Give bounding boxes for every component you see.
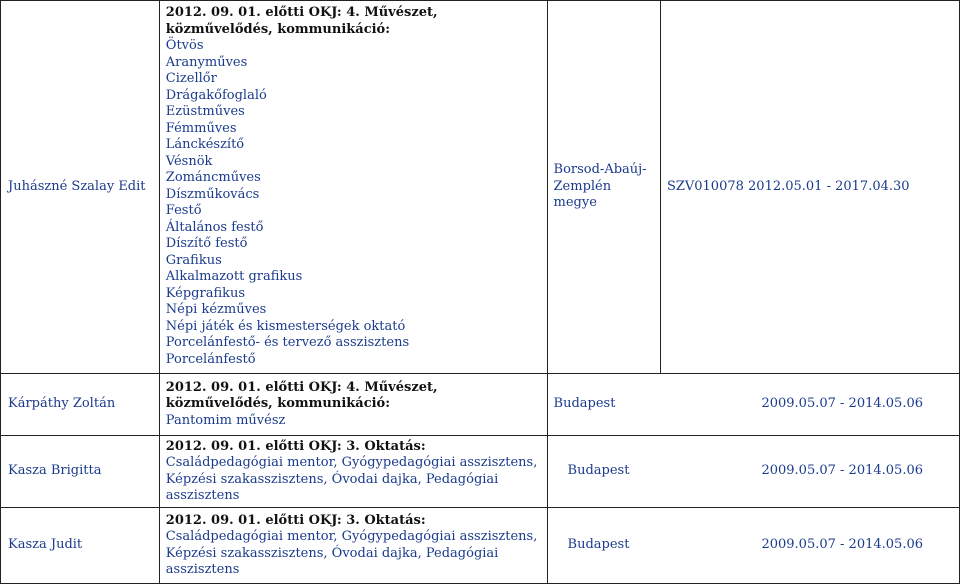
okj-header: 2012. 09. 01. előtti OKJ: 4. Művészet, közművelődés, kommunikáció:	[165, 5, 438, 37]
list-item: Általános festő	[165, 219, 264, 235]
qualification-cell	[159, 436, 547, 508]
person-name: Kasza Judit	[8, 537, 83, 553]
list-item: Cizellőr	[165, 71, 217, 86]
registration-cell	[660, 1, 959, 374]
location: Budapest	[567, 463, 630, 479]
list-item: Fémműves	[165, 120, 237, 136]
qualification-cell	[159, 508, 547, 584]
qualification-desc: Családpedagógiai mentor, Gyógypedagógiai asszisztens, Képzési szakasszisztens, Óvodai dajka, Pedagógiai asszisztens	[165, 455, 538, 503]
okj-header: 2012. 09. 01. előtti OKJ: 3. Oktatás:	[165, 438, 426, 454]
list-item: Pantomim művész	[165, 412, 286, 428]
qualification-desc: Családpedagógiai mentor, Gyógypedagógiai asszisztens, Képzési szakasszisztens, Óvodai dajka, Pedagógiai asszisztens	[165, 529, 538, 577]
list-item: Ötvös	[165, 38, 204, 53]
county-cell	[547, 1, 660, 374]
okj-header: 2012. 09. 01. előtti OKJ: 3. Oktatás:	[165, 512, 426, 528]
name-cell	[1, 508, 160, 584]
name-cell	[1, 374, 160, 436]
table-row	[1, 508, 960, 584]
location-period-cell	[547, 508, 959, 584]
list-item: Grafikus	[165, 252, 222, 268]
period: 2009.05.07 - 2014.05.06	[761, 537, 923, 553]
list-item: Képgrafikus	[165, 285, 246, 301]
person-name: Juhászné Szalay Edit	[8, 178, 146, 194]
list-item: Drágakőfoglaló	[165, 87, 267, 103]
list-item: Népi játék és kismesterségek oktató	[165, 318, 406, 334]
list-item: Ezüstműves	[165, 104, 245, 119]
list-item: Zománcműves	[165, 170, 261, 185]
name-cell	[1, 436, 160, 508]
list-item: Porcelánfestő	[165, 351, 256, 367]
qualification-cell	[159, 1, 547, 374]
qualification-list	[166, 38, 541, 368]
list-item: Porcelánfestő- és tervező asszisztens	[165, 335, 410, 350]
person-name: Kasza Brigitta	[8, 463, 102, 479]
table-row	[1, 1, 960, 374]
table-row	[1, 436, 960, 508]
location: Budapest	[553, 396, 616, 412]
period: 2009.05.07 - 2014.05.06	[761, 463, 923, 479]
list-item: Népi kézműves	[165, 302, 267, 317]
name-cell	[1, 1, 160, 374]
location: Budapest	[567, 537, 630, 553]
list-item: Aranyműves	[165, 54, 248, 70]
list-item: Lánckészítő	[165, 137, 245, 152]
qualification-cell	[159, 374, 547, 436]
list-item: Díszműkovács	[165, 186, 260, 202]
okj-header: 2012. 09. 01. előtti OKJ: 4. Művészet, közművelődés, kommunikáció:	[165, 379, 438, 412]
location-period-cell	[547, 436, 959, 508]
person-name: Kárpáthy Zoltán	[8, 396, 116, 412]
list-item: Festő	[165, 203, 202, 218]
list-item: Alkalmazott grafikus	[165, 269, 303, 284]
period: 2009.05.07 - 2014.05.06	[761, 396, 923, 412]
county: Borsod-Abaúj-Zemplén megye	[553, 162, 647, 211]
registration: SZV010078 2012.05.01 - 2017.04.30	[666, 178, 910, 194]
list-item: Vésnök	[165, 153, 213, 169]
table-row	[1, 374, 960, 436]
location-period-cell	[547, 374, 959, 436]
list-item: Díszítő festő	[165, 236, 248, 251]
